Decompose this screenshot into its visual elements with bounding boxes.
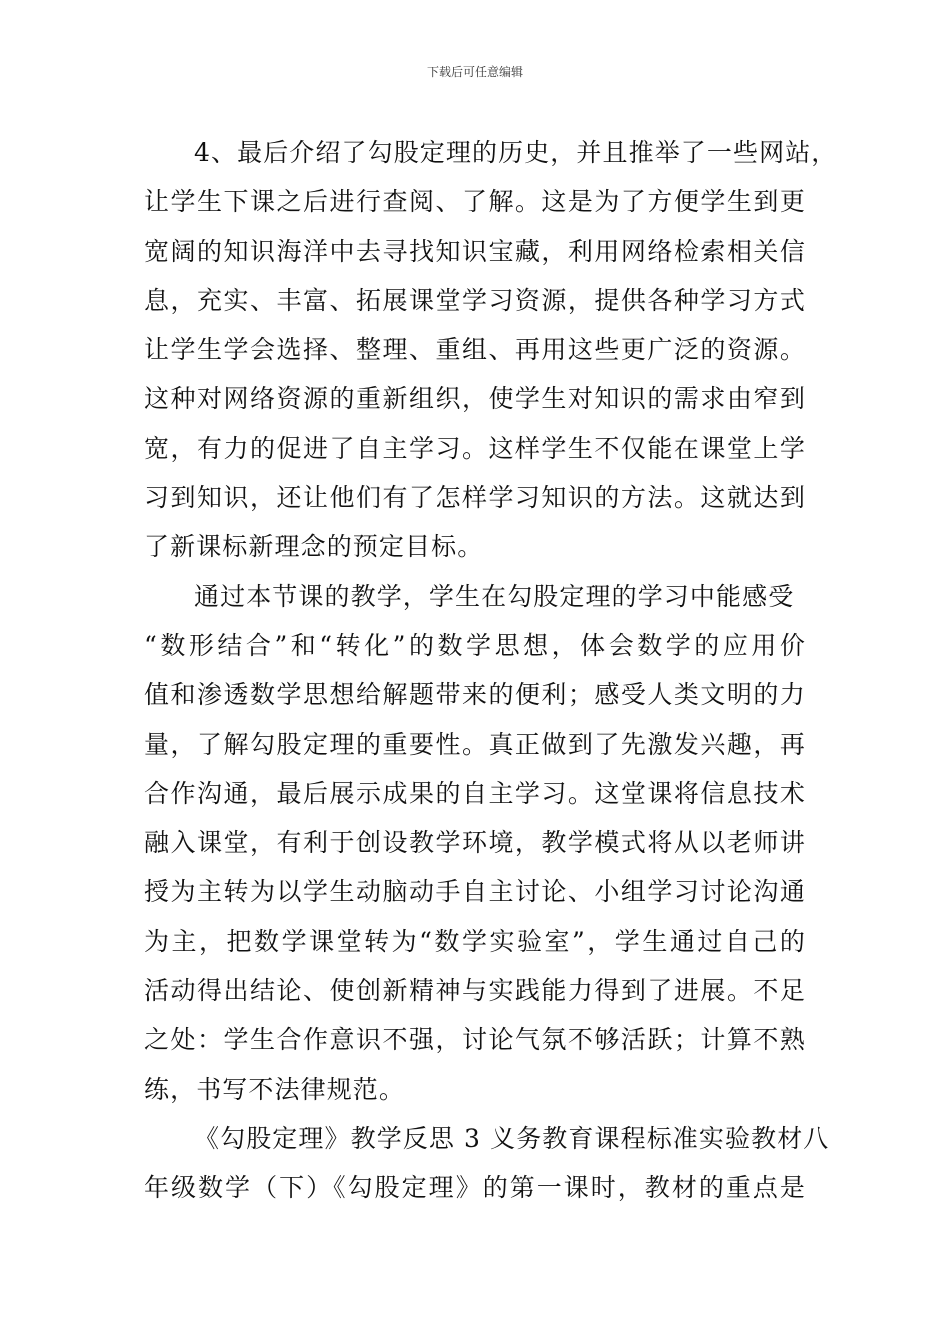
page-header: 下载后可任意编辑 bbox=[426, 65, 523, 79]
paragraph-line: 量，了解勾股定理的重要性。真正做到了先激发兴趣，再 bbox=[144, 729, 806, 759]
paragraph-line: 授为主转为以学生动脑动手自主讨论、小组学习讨论沟通 bbox=[144, 877, 806, 907]
document-body bbox=[144, 128, 838, 1213]
paragraph-line: 4、最后介绍了勾股定理的历史，并且推举了一些网站， bbox=[194, 138, 838, 167]
paragraph-line: 宽，有力的促进了自主学习。这样学生不仅能在课堂上学 bbox=[144, 433, 806, 463]
paragraph-line: 习到知识，还让他们有了怎样学习知识的方法。这就达到 bbox=[144, 483, 806, 513]
paragraph-line: 之处：学生合作意识不强，讨论气氛不够活跃；计算不熟 bbox=[144, 1025, 806, 1055]
paragraph-line: 了新课标新理念的预定目标。 bbox=[144, 532, 484, 562]
paragraph-line: 年级数学（下）《勾股定理》的第一课时，教材的重点是 bbox=[144, 1173, 806, 1203]
paragraph-line: “数形结合”和“转化”的数学思想，体会数学的应用价 bbox=[144, 630, 806, 660]
paragraph-line: 为主，把数学课堂转为“数学实验室”，学生通过自己的 bbox=[144, 926, 806, 956]
paragraph-line: 练，书写不法律规范。 bbox=[144, 1074, 406, 1104]
paragraph-line: 值和渗透数学思想给解题带来的便利；感受人类文明的力 bbox=[144, 680, 806, 710]
paragraph-line: 让学生下课之后进行查阅、了解。这是为了方便学生到更 bbox=[144, 187, 806, 217]
paragraph-line: 通过本节课的教学，学生在勾股定理的学习中能感受 bbox=[194, 581, 795, 611]
paragraph-line: 活动得出结论、使创新精神与实践能力得到了进展。不足 bbox=[144, 976, 806, 1006]
paragraph-line: 合作沟通，最后展示成果的自主学习。这堂课将信息技术 bbox=[144, 778, 806, 808]
paragraph-line: 让学生学会选择、整理、重组、再用这些更广泛的资源。 bbox=[144, 335, 806, 365]
paragraph-line: 息，充实、丰富、拓展课堂学习资源，提供各种学习方式 bbox=[144, 285, 806, 315]
paragraph-line: 宽阔的知识海洋中去寻找知识宝藏，利用网络检索相关信 bbox=[144, 236, 806, 266]
paragraph-line: 《勾股定理》教学反思 3 义务教育课程标准实验教材八 bbox=[194, 1123, 830, 1153]
paragraph-line: 这种对网络资源的重新组织，使学生对知识的需求由窄到 bbox=[144, 384, 806, 414]
paragraph-line: 融入课堂，有利于创设教学环境，教学模式将从以老师讲 bbox=[144, 828, 806, 858]
